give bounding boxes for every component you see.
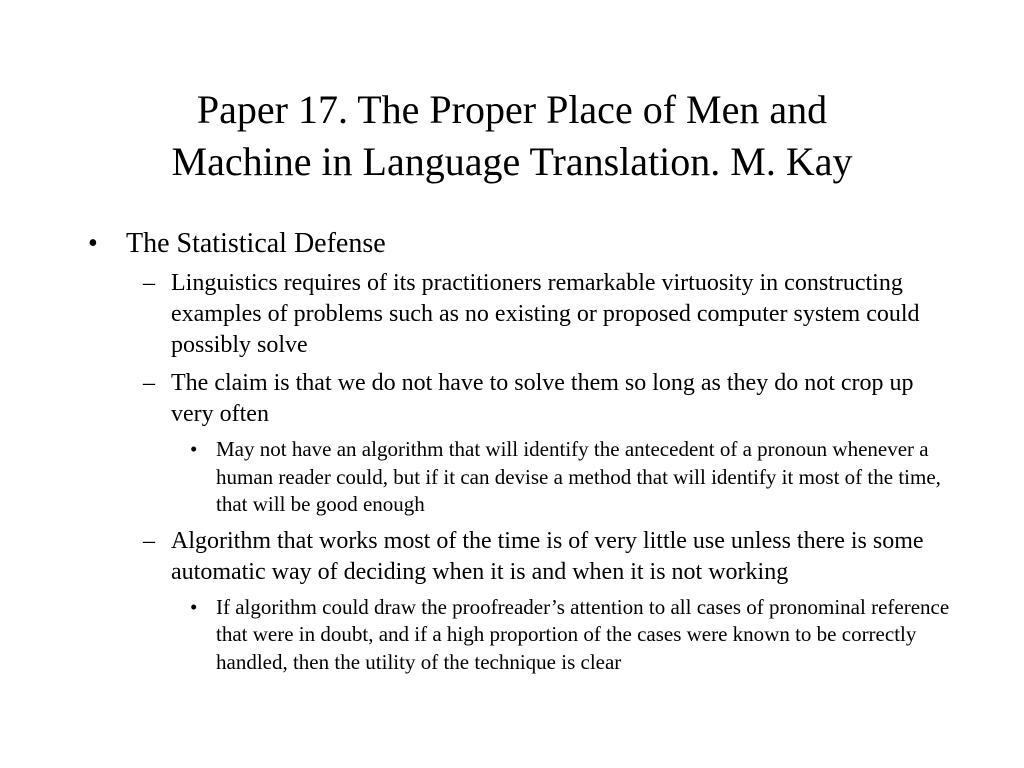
- slide-title: [60, 84, 964, 188]
- bullet-icon: •: [190, 594, 198, 619]
- slide-body: [0, 228, 1024, 676]
- subbullet-text: Algorithm that works most of the time is of very little use unless there is some automatic way of deciding when it is and when it is not working: [171, 527, 924, 585]
- title-line-1: Paper 17. The Proper Place of Men and: [196, 87, 828, 132]
- title-line-2: Machine in Language Translation. M. Kay: [171, 139, 853, 184]
- subbullet-algorithm: [143, 526, 956, 588]
- subbullet-claim: [143, 368, 956, 430]
- subsubbullet-text: May not have an algorithm that will identify the antecedent of a pronoun whenever a human reader could, but if it can devise a method that will identify it most of the time, that will be good enough: [216, 437, 941, 516]
- dash-icon: –: [143, 370, 155, 396]
- bullet-statistical-defense: [88, 228, 956, 260]
- bullet-icon: •: [190, 437, 198, 461]
- subbullet-text: The claim is that we do not have to solve them so long as they do not crop up very often: [171, 370, 914, 427]
- subbullet-linguistics: [143, 268, 956, 361]
- subbullet-text: Linguistics requires of its practitioners remarkable virtuosity in constructing examples of problems such as no existing or proposed computer system could possibly solve: [171, 270, 920, 358]
- dash-icon: –: [143, 270, 155, 296]
- bullet-icon: •: [88, 228, 98, 259]
- dash-icon: –: [143, 527, 155, 554]
- subsubbullet-proofreader: [190, 594, 956, 677]
- subsubbullet-antecedent: [190, 436, 956, 519]
- bullet-text: The Statistical Defense: [126, 228, 386, 259]
- subsubbullet-text: If algorithm could draw the proofreader’s attention to all cases of pronominal reference that were in doubt, and if a high proportion of the cases were known to be correctly handled, then the utility of the technique is clear: [216, 594, 950, 674]
